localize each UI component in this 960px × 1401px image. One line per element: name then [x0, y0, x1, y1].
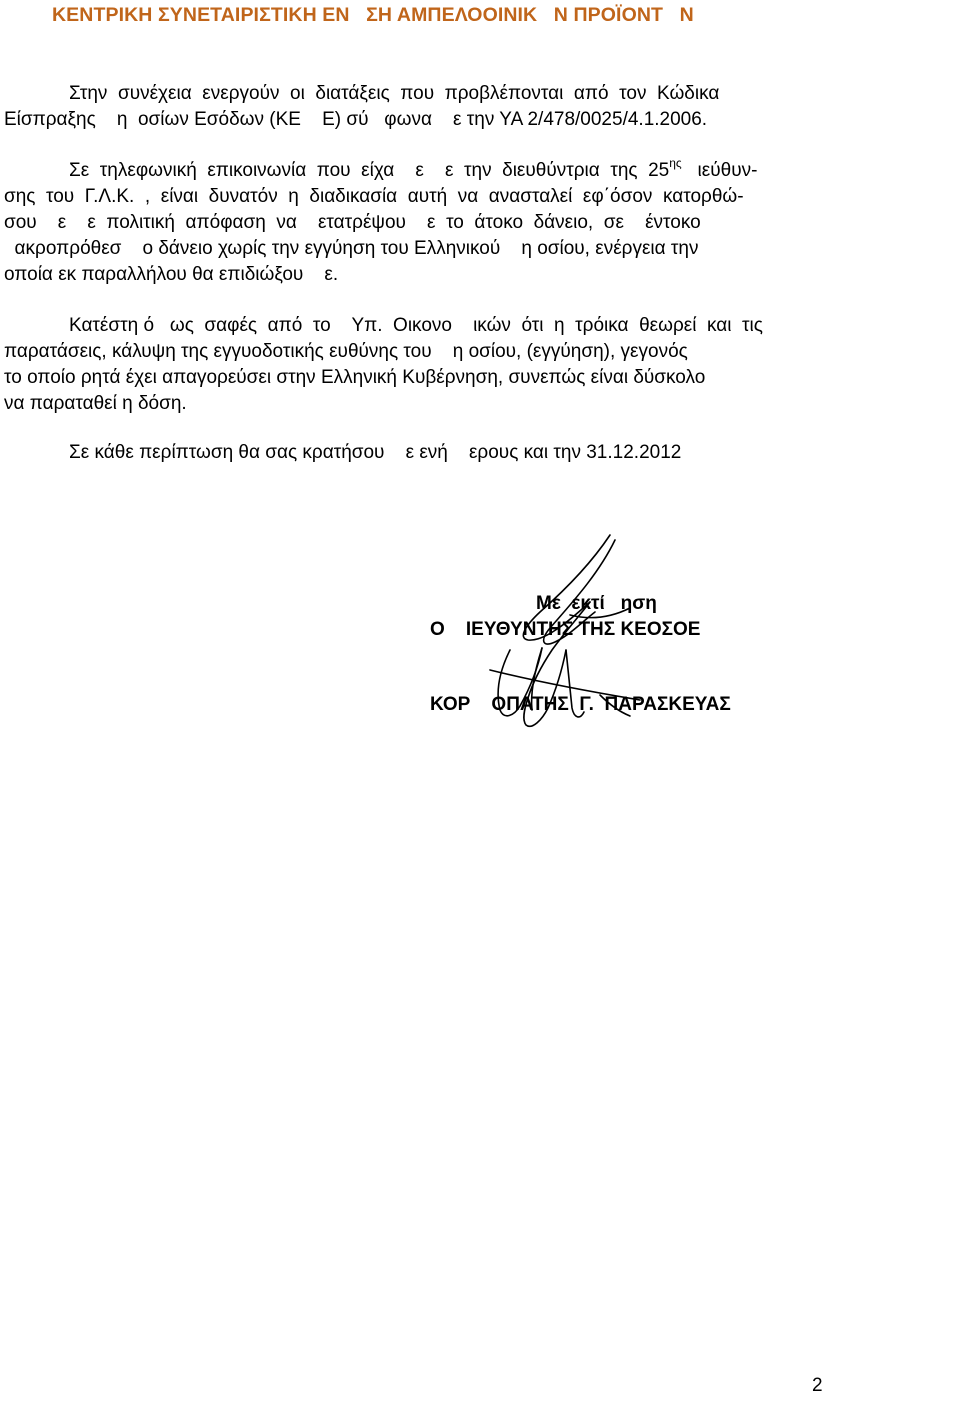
paragraph-2-line-5: οποία εκ παραλλήλου θα επιδιώξου ε. [4, 264, 339, 285]
paragraph-1-line-2: Είσπραξης η οσίων Εσόδων (ΚΕ Ε) σύ φωνα ε την ΥΑ 2/478/0025/4.1.2006. [4, 109, 708, 130]
paragraph-3-line-4: να παραταθεί η δόση. [4, 393, 187, 414]
paragraph-3-line-3: το οποίο ρητά έχει απαγορεύσει στην Ελληνική Κυβέρνηση, συνεπώς είναι δύσκολο [4, 367, 706, 388]
paragraph-2-line-1 [69, 158, 757, 184]
paragraph-2-line-4: ακροπρόθεσ ο δάνειο χωρίς την εγγύηση του Ελληνικού η οσίου, ενέργεια την [4, 238, 699, 259]
paragraph-2-line-1-tail: ιεύθυν- [681, 160, 758, 181]
document-header: ΚΕΝΤΡΙΚΗ ΣΥΝΕΤΑΙΡΙΣΤΙΚΗ ΕΝ ΣΗ ΑΜΠΕΛΟΟΙΝΙΚ Ν ΠΡΟΪΟΝΤ Ν [52, 4, 694, 26]
paragraph-3-line-1: Κατέστη ό ως σαφές από το Υπ. Οικονο ικών ότι η τρόικα θεωρεί και τις [69, 315, 763, 336]
paragraph-2-line-3: σου ε ε πολιτική απόφαση να ετατρέψου ε το άτοκο δάνειο, σε έντοκο [4, 212, 701, 233]
page-number: 2 [812, 1375, 823, 1396]
closing-salutation: Με εκτί ηση [536, 593, 657, 614]
paragraph-1-line-1: Στην συνέχεια ενεργούν οι διατάξεις που προβλέπονται από τον Κώδικα [69, 83, 720, 104]
signatory-name: ΚΟΡ ΟΠΑΤΗΣ Γ. ΠΑΡΑΣΚΕΥΑΣ [430, 694, 731, 715]
paragraph-4: Σε κάθε περίπτωση θα σας κρατήσου ε ενή ερους και την 31.12.2012 [69, 442, 682, 463]
signatory-role: Ο ΙΕΥΘΥΝΤΗΣ ΤΗΣ ΚΕΟΣΟΕ [430, 619, 701, 640]
paragraph-2-line-1-text: Σε τηλεφωνική επικοινωνία που είχα ε ε την διευθύντρια της 25 [69, 160, 670, 181]
ordinal-superscript: ης [669, 156, 682, 170]
paragraph-3-line-2: παρατάσεις, κάλυψη της εγγυοδοτικής ευθύνης του η οσίου, (εγγύηση), γεγονός [4, 341, 688, 362]
paragraph-2-line-2: σης του Γ.Λ.Κ. , είναι δυνατόν η διαδικασία αυτή να ανασταλεί εφ΄όσον κατορθώ- [4, 186, 744, 207]
